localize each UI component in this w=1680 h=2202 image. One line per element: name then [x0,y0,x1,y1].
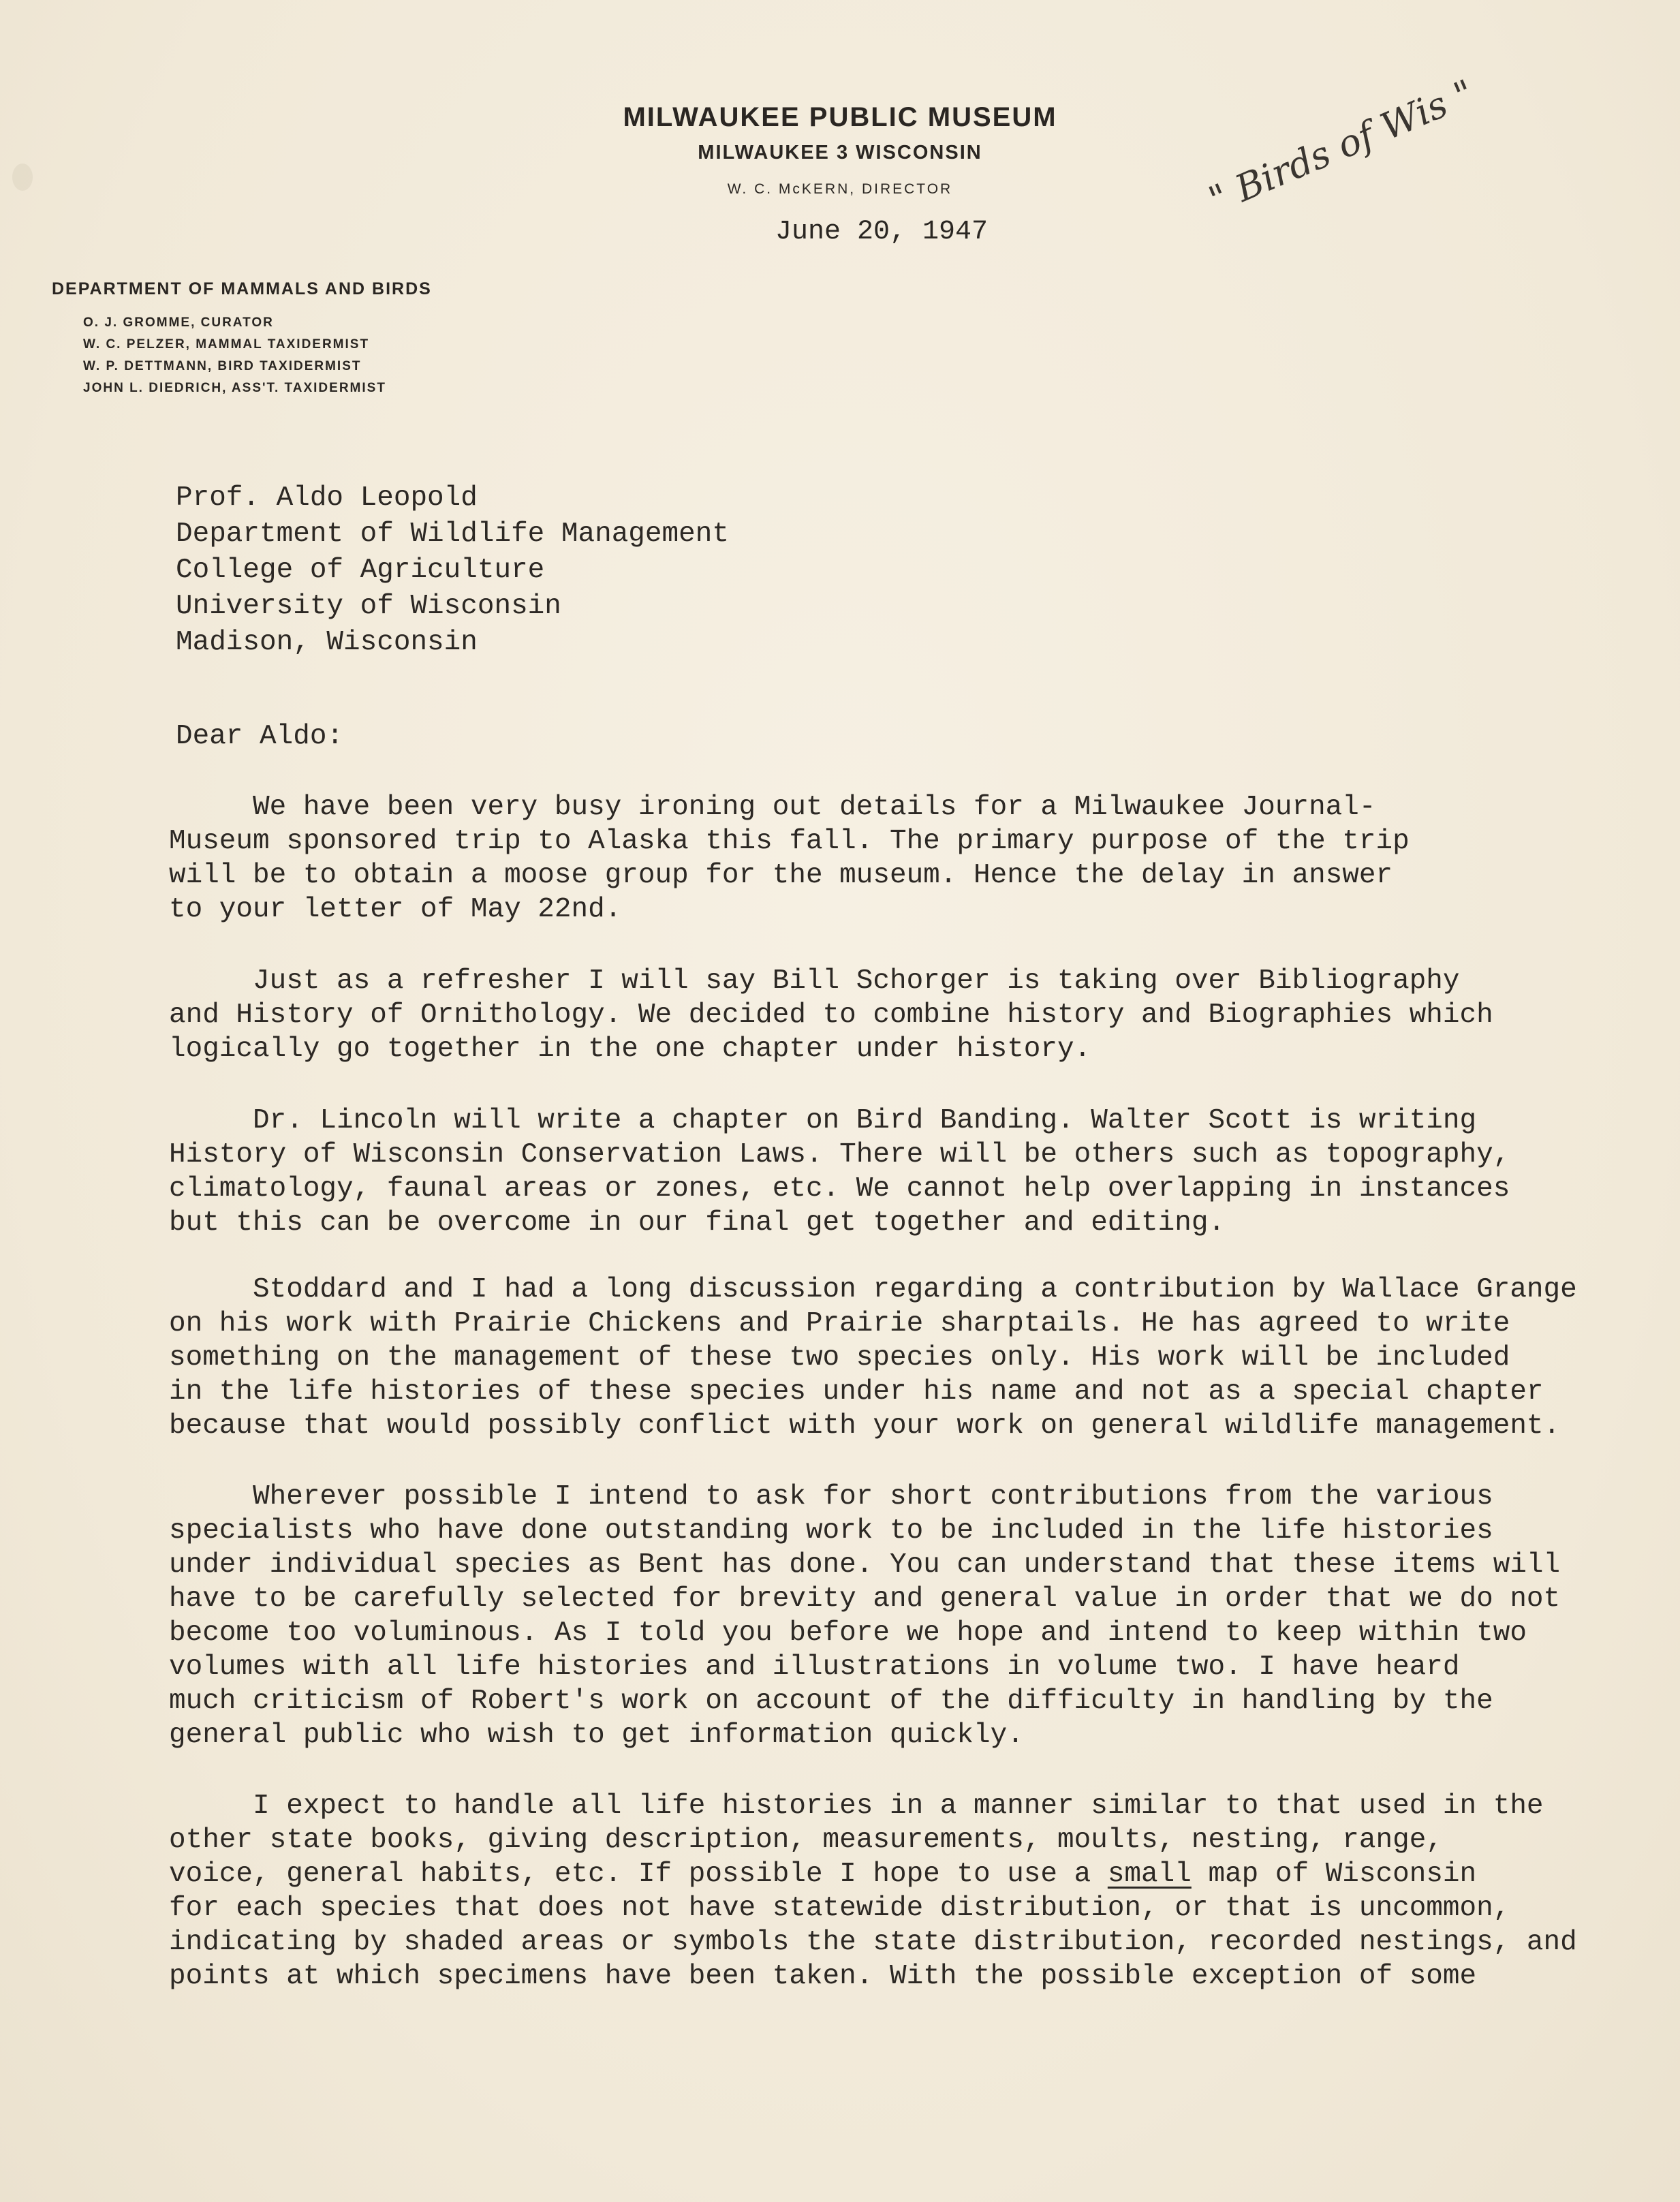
address-line: University of Wisconsin [176,591,561,622]
department-name: DEPARTMENT OF MAMMALS AND BIRDS [52,279,432,298]
paragraph-line: because that would possibly conflict with your work on general wildlife management. [169,1410,1561,1442]
address-line: Prof. Aldo Leopold [176,482,478,514]
paragraph-line: but this can be overcome in our final get together and editing. [169,1207,1226,1239]
paragraph-line: climatology, faunal areas or zones, etc. We cannot help overlapping in instances [169,1173,1510,1205]
paragraph-line: I expect to handle all life histories in a manner similar to that used in the [169,1790,1544,1822]
paragraph-line: become too voluminous. As I told you before we hope and intend to keep within two [169,1617,1527,1649]
paragraph-line: to your letter of May 22nd. [169,894,622,925]
body-paragraph [169,1480,1560,1752]
letterhead-institution: MILWAUKEE PUBLIC MUSEUM [623,102,1057,132]
paragraph-line: for each species that does not have statewide distribution, or that is uncommon, [169,1893,1510,1924]
paragraph-line: indicating by shaded areas or symbols the state distribution, recorded nestings, and [169,1927,1577,1958]
paragraph-line: will be to obtain a moose group for the museum. Hence the delay in answer [169,860,1393,891]
paragraph-line: Wherever possible I intend to ask for short contributions from the various [169,1481,1493,1513]
staff-member: W. C. PELZER, MAMMAL TAXIDERMIST [83,337,370,352]
body-paragraph [169,1789,1577,1994]
paragraph-line: History of Wisconsin Conservation Laws. There will be others such as topography, [169,1139,1510,1170]
underlined-word: small [1107,1859,1192,1890]
line-text: voice, general habits, etc. If possible I hope to use a [169,1859,1108,1890]
address-line: College of Agriculture [176,555,545,586]
paragraph-line: Stoddard and I had a long discussion regarding a contribution by Wallace Grange [169,1274,1577,1305]
paragraph-line: logically go together in the one chapter under history. [169,1034,1091,1065]
paragraph-line-with-underline [169,1857,1577,1891]
paragraph-line: much criticism of Robert's work on account of the difficulty in handling by the [169,1686,1493,1717]
paragraph-line: and History of Ornithology. We decided to combine history and Biographies which [169,999,1493,1031]
line-text: map of Wisconsin [1191,1859,1477,1890]
letterhead-city: MILWAUKEE 3 WISCONSIN [698,142,982,164]
address-line: Madison, Wisconsin [176,627,478,658]
paragraph-line: specialists who have done outstanding work to be included in the life histories [169,1515,1493,1547]
letterhead-director: W. C. McKERN, DIRECTOR [727,181,953,197]
paragraph-line: Dr. Lincoln will write a chapter on Bird Banding. Walter Scott is writing [169,1105,1477,1136]
body-paragraph [169,964,1493,1066]
address-line: Department of Wildlife Management [176,518,729,550]
paragraph-line: under individual species as Bent has done. You can understand that these items will [169,1549,1561,1581]
body-paragraph [169,1273,1577,1443]
department-staff-list [83,312,386,399]
salutation: Dear Aldo: [176,721,344,752]
handwritten-note: " Birds of Wis " [1202,71,1480,221]
paragraph-line: general public who wish to get information quickly. [169,1720,1024,1751]
staff-member: W. P. DETTMANN, BIRD TAXIDERMIST [83,359,362,373]
body-paragraph [169,790,1410,927]
paragraph-line: Museum sponsored trip to Alaska this fall. The primary purpose of the trip [169,826,1410,857]
paragraph-line: volumes with all life histories and illustrations in volume two. I have heard [169,1652,1460,1683]
paragraph-line: points at which specimens have been taken. With the possible exception of some [169,1961,1477,1992]
body-paragraph [169,1104,1510,1240]
staff-member: JOHN L. DIEDRICH, ASS'T. TAXIDERMIST [83,381,386,395]
staff-member: O. J. GROMME, CURATOR [83,315,274,330]
paragraph-line: in the life histories of these species under his name and not as a special chapter [169,1376,1544,1408]
letter-date: June 20, 1947 [775,217,989,247]
paragraph-line: on his work with Prairie Chickens and Prairie sharptails. He has agreed to write [169,1308,1510,1339]
paragraph-line: We have been very busy ironing out details for a Milwaukee Journal- [169,792,1376,823]
paragraph-line: other state books, giving description, measurements, moults, nesting, range, [169,1825,1443,1856]
paragraph-line: Just as a refresher I will say Bill Schorger is taking over Bibliography [169,965,1460,997]
recipient-address [176,480,729,661]
paragraph-line: something on the management of these two species only. His work will be included [169,1342,1510,1374]
paragraph-line: have to be carefully selected for brevity and general value in order that we do not [169,1583,1561,1615]
